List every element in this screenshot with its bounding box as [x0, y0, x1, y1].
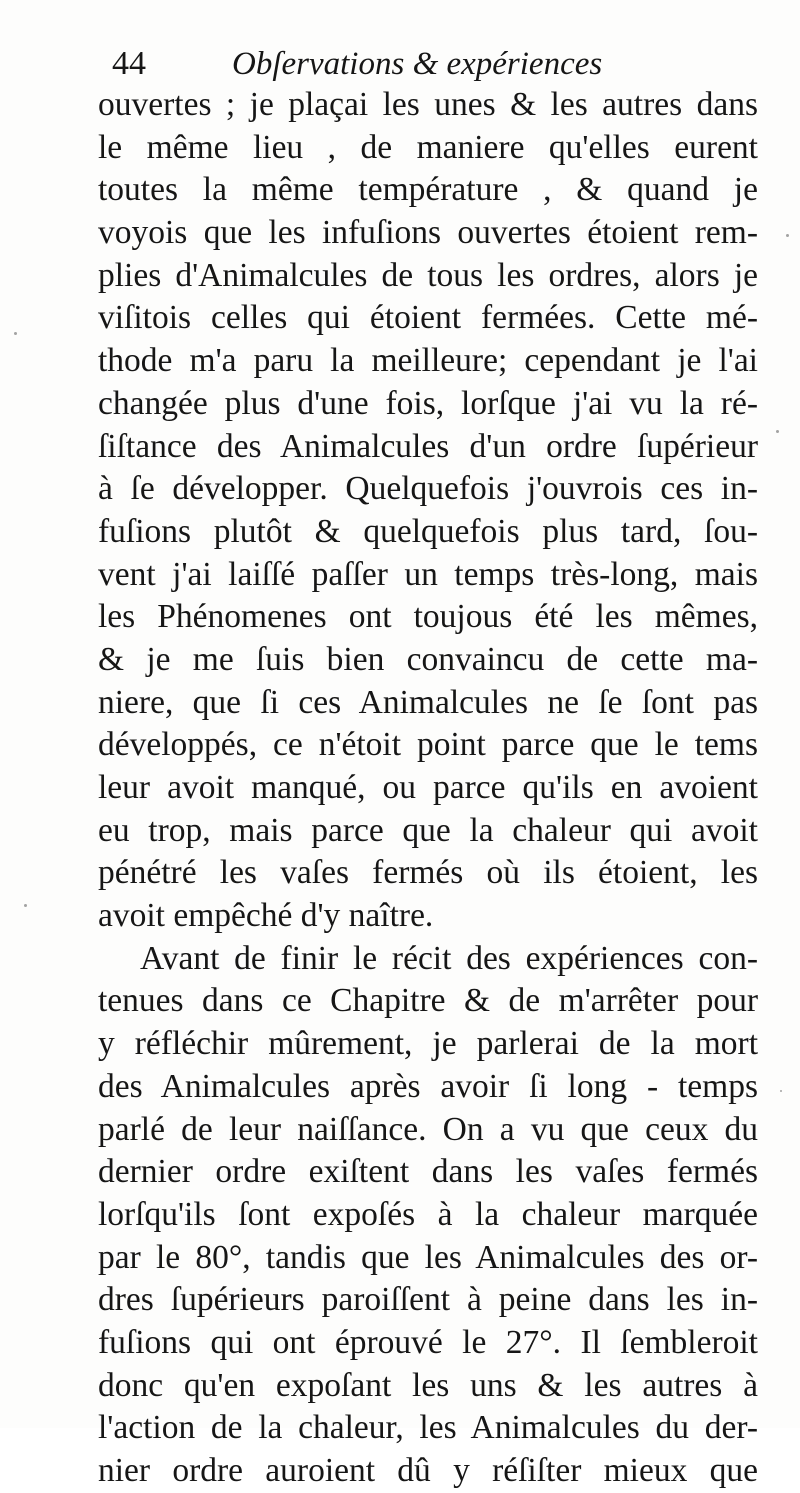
text-line: toutes la même température , & quand je	[98, 171, 758, 209]
text-line: changée plus d'une fois, lorſque j'ai vu la ré-	[98, 384, 758, 422]
text-line: ſiſtance des Animalcules d'un ordre ſupérieur	[98, 427, 758, 465]
text-line: eu trop, mais parce que la chaleur qui avoit	[98, 811, 758, 849]
ink-speck	[776, 430, 779, 433]
ink-speck	[780, 1090, 782, 1092]
text-line: pénétré les vaſes fermés où ils étoient, les	[98, 854, 758, 892]
text-line: donc qu'en expoſant les uns & les autres à	[98, 1366, 758, 1404]
text-line: à ſe développer. Quelquefois j'ouvrois ces in-	[98, 470, 758, 508]
text-line: l'action de la chaleur, les Animalcules du der-	[98, 1409, 758, 1447]
text-line: vent j'ai laiſſé paſſer un temps très-long, mais	[98, 555, 758, 593]
text-line: par le 80°, tandis que les Animalcules des or-	[98, 1238, 758, 1276]
body-text	[98, 84, 758, 1493]
text-line: le même lieu , de maniere qu'elles eurent	[98, 128, 758, 166]
text-line: niere, que ſi ces Animalcules ne ſe ſont pas	[98, 683, 758, 721]
text-line: fuſions plutôt & quelquefois plus tard, ſou-	[98, 512, 758, 550]
text-line: y réfléchir mûrement, je parlerai de la mort	[98, 1025, 758, 1063]
text-line: lorſqu'ils ſont expoſés à la chaleur marquée	[98, 1195, 758, 1233]
running-head: Obſervations & expériences	[232, 46, 603, 82]
text-line: nier ordre auroient dû y réſiſter mieux que	[98, 1452, 758, 1489]
text-line: ouvertes ; je plaçai les unes & les autres dans	[98, 86, 758, 123]
text-line: développés, ce n'étoit point parce que le tems	[98, 726, 758, 764]
text-line: thode m'a paru la meilleure; cependant je l'ai	[98, 342, 758, 380]
page-number: 44	[112, 45, 146, 82]
ink-speck	[24, 904, 27, 907]
text-line: leur avoit manqué, ou parce qu'ils en avoient	[98, 769, 758, 806]
paragraph-end-line: avoit empêché d'y naître.	[98, 897, 434, 935]
text-line: dernier ordre exiſtent dans les vaſes fermés	[98, 1153, 758, 1191]
ink-speck	[14, 332, 17, 335]
text-line: dres ſupérieurs paroiſſent à peine dans les in-	[98, 1281, 758, 1319]
text-line: tenues dans ce Chapitre & de m'arrêter pour	[98, 982, 758, 1020]
page-header	[112, 40, 652, 88]
text-line: les Phénomenes ont toujous été les mêmes,	[98, 598, 758, 636]
text-line: viſitois celles qui étoient fermées. Cette mé-	[98, 299, 758, 337]
text-line: plies d'Animalcules de tous les ordres, alors je	[98, 256, 758, 294]
ink-speck	[786, 234, 789, 237]
text-line: parlé de leur naiſſance. On a vu que ceux du	[98, 1110, 758, 1148]
text-line: & je me ſuis bien convaincu de cette ma-	[98, 640, 758, 678]
text-line: fuſions qui ont éprouvé le 27°. Il ſembleroit	[98, 1323, 758, 1361]
text-line: voyois que les infuſions ouvertes étoient rem-	[98, 214, 758, 252]
paragraph-start-line: Avant de finir le récit des expériences con-	[140, 939, 758, 977]
text-line: des Animalcules après avoir ſi long - temps	[98, 1067, 758, 1105]
